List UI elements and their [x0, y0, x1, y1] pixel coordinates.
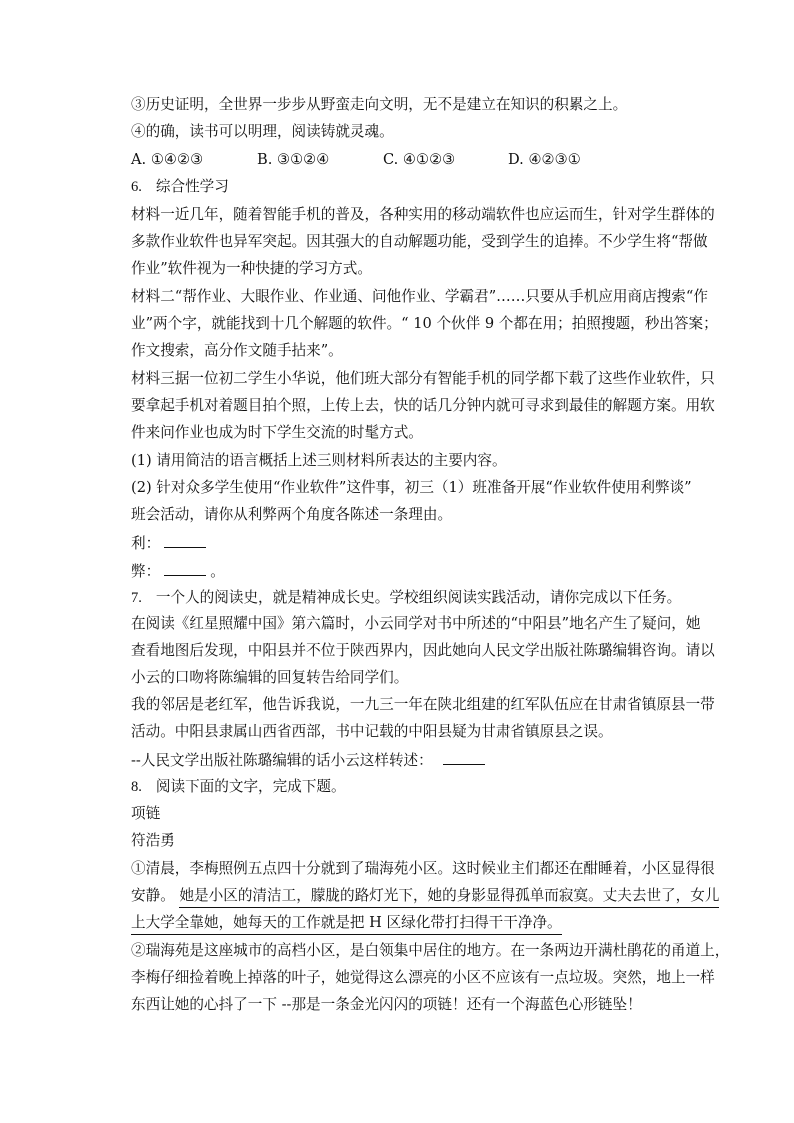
q8-heading: [131, 777, 346, 797]
q6-material2-line2: 业”两个字，就能找到十几个解题的软件。“ 10 个伙伴 9 个都在用；拍照搜题，秒出答案；: [131, 315, 718, 332]
q6-pro-label: 利：: [131, 535, 161, 552]
q6-material1-line3: 作业”软件视为一种快捷的学习方式。: [131, 260, 372, 277]
passage-p2-line1: ②瑞海苑是这座城市的高档小区，是白领集中居住的地方。在一条两边开满杜鹃花的甬道上，: [131, 942, 730, 959]
q7-reply-line1: 我的邻居是老红军，他告诉我说，一九三一年在陕北组建的红军队伍应在甘肃省镇原县一带: [131, 696, 715, 713]
q6-material1-line2: 多款作业软件也异军突起。因其强大的自动解题功能，受到学生的追捧。不少学生将“帮做: [131, 233, 708, 250]
q5-option-b[interactable]: B. ③①②④: [257, 151, 330, 168]
q6-pro-answer-row: [131, 533, 210, 554]
q7-reply-line2: 活动。中阳县隶属山西省西部，书中记载的中阳县疑为甘肃省镇原县之误。: [131, 723, 613, 740]
q6-material3-line1: 材料三据一位初二学生小华说，他们班大部分有智能手机的同学都下载了这些作业软件，只: [131, 370, 715, 387]
q6-number: 6.: [131, 179, 142, 195]
q7-prompt-row: [131, 750, 489, 771]
passage-p1-line3: [131, 913, 562, 935]
q6-con-blank[interactable]: [164, 561, 206, 576]
q7-prompt: --人民文学出版社陈璐编辑的话小云这样转述：: [131, 752, 433, 769]
q7-body-line2: 查看地图后发现，中阳县并不位于陕西界内，因此她向人民文学出版社陈璐编辑咨询。请以: [131, 642, 715, 659]
q6-heading: [131, 177, 229, 197]
q6-subquestion-1: (1) 请用简洁的语言概括上述三则材料所表达的主要内容。: [131, 452, 507, 469]
q6-material3-line2: 要拿起手机对着题目拍个照，上传上去，快的话几分钟内就可寻求到最佳的解题方案。用软: [131, 397, 715, 414]
q6-pro-blank[interactable]: [164, 533, 206, 548]
passage-p2-line2: 李梅仔细捡着晚上掉落的叶子，她觉得这么漂亮的小区不应该有一点垃圾。突然，地上一样: [131, 969, 715, 986]
q6-material2-line3: 作文搜索，高分作文随手拈来”。: [131, 342, 343, 359]
q8-number: 8.: [131, 779, 142, 795]
q7-heading: [131, 588, 681, 608]
q5-statement-4: ④的确，读书可以明理，阅读铸就灵魂。: [131, 123, 394, 140]
passage-p1-underlined-1: 她是小区的清洁工，朦胧的路灯光下，她的身影显得孤单而寂寞。丈夫去世了，女儿: [179, 886, 719, 908]
q6-subquestion-2-line1: (2) 针对众多学生使用“作业软件”这件事，初三（1）班准备开展“作业软件使用利弊谈”: [131, 479, 692, 496]
passage-p2-line3: 东西让她的心抖了一下 --那是一条金光闪闪的项链！还有一个海蓝色心形链坠！: [131, 996, 642, 1013]
q6-material2-line1: 材料二“帮作业、大眼作业、作业通、问他作业、学霸君”……只要从手机应用商店搜索“作: [131, 288, 708, 305]
q6-con-answer-row: [131, 561, 225, 582]
q6-con-label: 弊：: [131, 563, 161, 580]
q5-option-a[interactable]: A. ①④②③: [131, 151, 204, 168]
q7-number: 7.: [131, 590, 142, 606]
q8-intro: 阅读下面的文字，完成下题。: [155, 778, 346, 795]
q7-answer-blank[interactable]: [443, 750, 485, 765]
q6-title: 综合性学习: [155, 178, 229, 195]
passage-p1-line1: ①清晨，李梅照例五点四十分就到了瑞海苑小区。这时候业主们都还在酣睡着，小区显得很: [131, 860, 715, 877]
passage-p1-underlined-2: 上大学全靠她，她每天的工作就是把 H 区绿化带打扫得干干净净。: [131, 913, 562, 935]
q7-body-line3: 小云的口吻将陈编辑的回复转告给同学们。: [131, 669, 409, 686]
passage-p1-line2: [131, 886, 719, 908]
q7-intro: 一个人的阅读史，就是精神成长史。学校组织阅读实践活动，请你完成以下任务。: [155, 589, 682, 606]
q5-statement-3: ③历史证明，全世界一步步从野蛮走向文明，无不是建立在知识的积累之上。: [131, 96, 628, 113]
passage-author: 符浩勇: [131, 832, 175, 849]
q6-material3-line3: 件来问作业也成为时下学生交流的时髦方式。: [131, 424, 423, 441]
passage-title: 项链: [131, 805, 161, 822]
q7-body-line1: 在阅读《红星照耀中国》第六篇时，小云同学对书中所述的“中阳县”地名产生了疑问，她: [131, 615, 701, 632]
q6-con-end: 。: [210, 563, 225, 580]
passage-p1-plain: 安静。: [131, 887, 175, 904]
q5-option-d[interactable]: D. ④②③①: [508, 151, 581, 168]
q5-option-c[interactable]: C. ④①②③: [383, 151, 456, 168]
q6-subquestion-2-line2: 班会活动，请你从利弊两个角度各陈述一条理由。: [131, 506, 453, 523]
q6-material1-line1: 材料一近几年，随着智能手机的普及，各种实用的移动端软件也应运而生，针对学生群体的: [131, 206, 715, 223]
